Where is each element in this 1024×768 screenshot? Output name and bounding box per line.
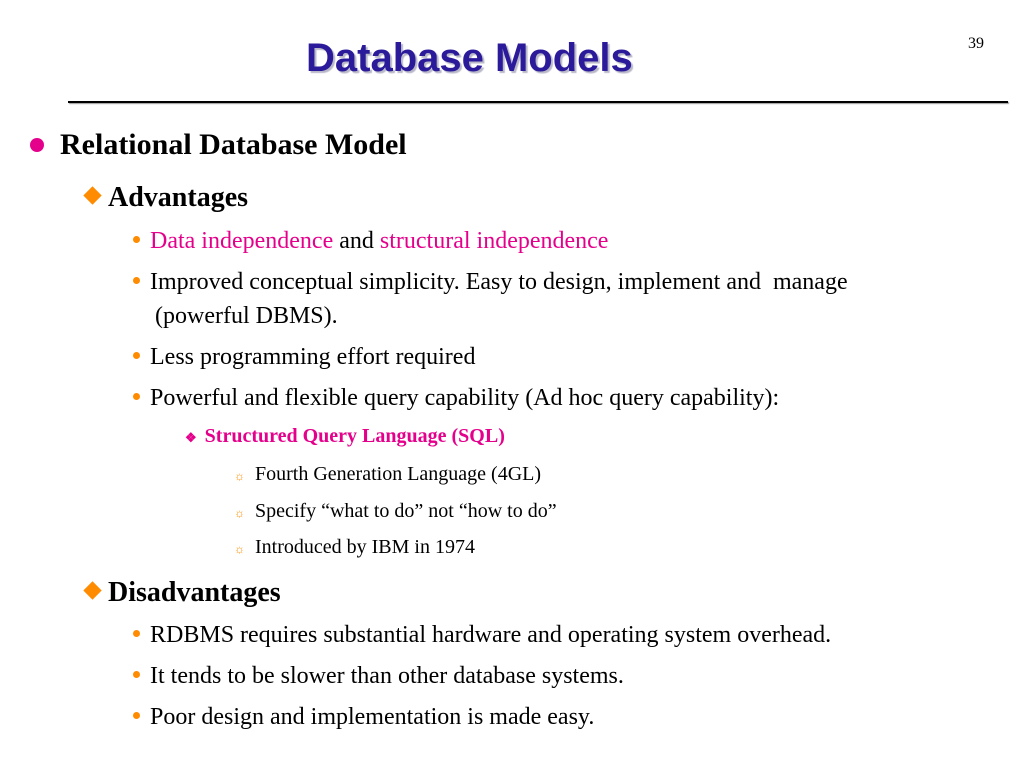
disadvantage-text: RDBMS requires substantial hardware and operating system overhead. — [150, 622, 832, 648]
bullet-disc-icon — [30, 138, 44, 152]
disadvantage-text: It tends to be slower than other database systems. — [150, 663, 624, 689]
sql-label: Structured Query Language (SQL) — [204, 425, 505, 447]
advantage-text-continuation: (powerful DBMS). — [155, 303, 338, 329]
advantage-item — [133, 344, 475, 371]
diamond-bullet-icon — [83, 186, 101, 204]
sql-point-text: Specify “what to do” not “how to do” — [255, 500, 557, 522]
dot-bullet-icon — [133, 352, 140, 359]
dot-bullet-icon — [133, 236, 140, 243]
dot-bullet-icon — [133, 277, 140, 284]
dot-bullet-icon — [133, 712, 140, 719]
sun-bullet-icon: ☼ — [234, 542, 245, 556]
sun-bullet-icon: ☼ — [234, 506, 245, 520]
sql-point-text: Introduced by IBM in 1974 — [255, 536, 475, 558]
and-text: and — [333, 228, 380, 254]
advantage-item — [133, 269, 848, 296]
diamond-bullet-icon — [83, 581, 101, 599]
section-heading: Relational Database Model — [60, 128, 407, 161]
page-number: 39 — [968, 35, 984, 52]
disadvantages-label: Disadvantages — [108, 577, 281, 608]
advantage-item — [133, 385, 779, 412]
advantages-row — [82, 182, 248, 214]
disadvantage-item — [133, 622, 831, 649]
sql-point-text: Fourth Generation Language (4GL) — [255, 463, 542, 485]
sql-row — [185, 425, 505, 448]
heading-row — [30, 128, 407, 162]
disadvantage-text: Poor design and implementation is made easy. — [150, 704, 595, 730]
disadvantage-item — [133, 704, 594, 731]
sql-point — [234, 500, 557, 523]
advantage-text: Less programming effort required — [150, 344, 476, 370]
sql-point — [234, 463, 541, 486]
structural-independence-text: structural independence — [379, 228, 609, 254]
sun-bullet-icon: ☼ — [234, 469, 245, 483]
advantage-item — [133, 228, 608, 255]
data-independence-text: Data independence — [150, 228, 334, 254]
advantages-label: Advantages — [108, 182, 249, 213]
four-diamond-bullet-icon: ❖ — [185, 430, 197, 445]
sql-point — [234, 536, 475, 559]
advantage-text: Improved conceptual simplicity. Easy to design, implement and manage — [150, 269, 848, 295]
dot-bullet-icon — [133, 393, 140, 400]
slide-title: Database Models — [306, 36, 633, 80]
advantage-text: Powerful and flexible query capability (Ad hoc query capability): — [150, 385, 780, 411]
dot-bullet-icon — [133, 671, 140, 678]
disadvantage-item — [133, 663, 624, 690]
title-divider — [68, 101, 1008, 103]
disadvantages-row — [82, 577, 281, 609]
dot-bullet-icon — [133, 630, 140, 637]
